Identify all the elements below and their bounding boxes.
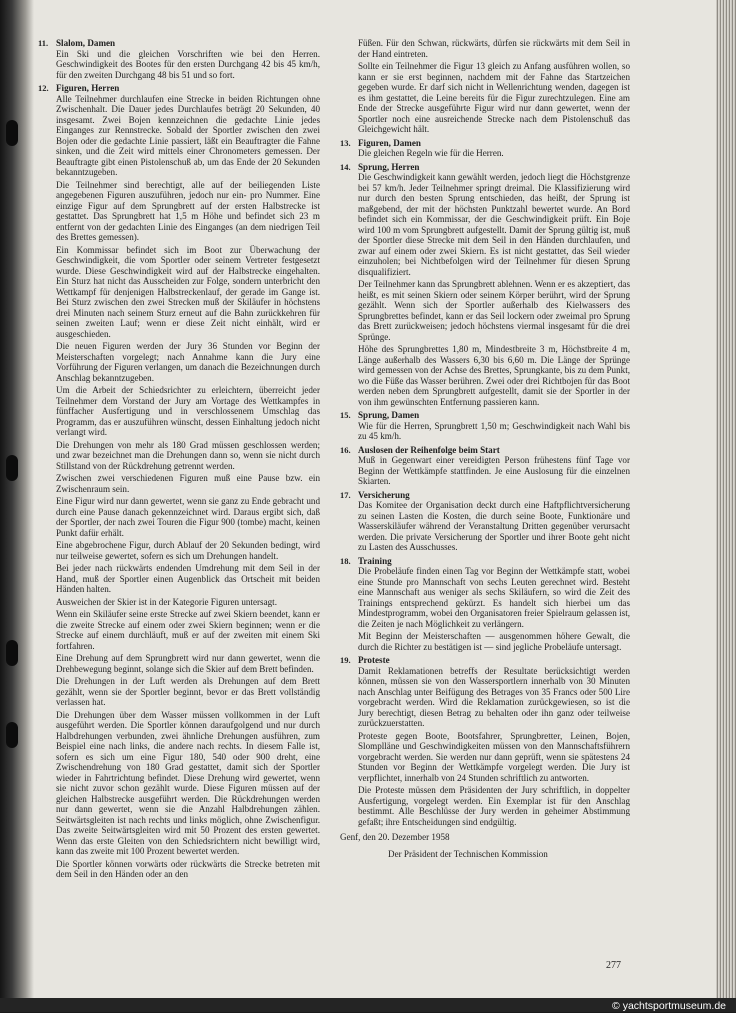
paragraph: Ein Kommissar befindet sich im Boot zur Überwachung der Geschwindigkeit, die vom Sportler oder seinem Vertreter festgesetzt wurde. Diese Geschwindigkeit wird auf der Halbstrecke eingehalten. Ein Sturz hat nicht das Ausscheiden zur Folge, sondern unterbricht den Wettkampf für denjenigen Halbstreckenlauf, der gerade im Gange ist. Bei Sturz zwischen den zwei Strecken muß der Skiläufer in höchstens drei Minuten nach seinem Sturz erneut auf die Bahn zurückkehren für seinen zweiten Lauf; wenn er diese Zeit nicht einhält, wird er ausgeschieden. [56,244,320,339]
section-heading [340,445,630,456]
paragraph: Die Geschwindigkeit kann gewählt werden, jedoch liegt die Höchstgrenze bei 57 km/h. Jeder Teilnehmer springt dreimal. Die Klassifizierung wird nur durch den besten Sprung entschieden, das heißt, der Sprung ist maßgebend, der mit der höchsten Punktzahl bewertet wurde. An Bord befindet sich ein Kommissar, der die Geschwindigkeit prüft. Ein Boje wird 100 m vom Sprungbrett aufgestellt. Damit der Sprung gültig ist, muß der Sportler diese Strecke mit dem Seil in den Händen durchlaufen, und zwar auf einem oder zwei Skiern. Es ist nicht gestattet, das Seil wieder einzuholen; bei Nichtbefolgen wird der Teilnehmer für diesen Sprung disqualifiziert. [358,172,630,277]
section-number: 19. [340,655,351,665]
section-number: 14. [340,161,351,172]
section-title: Slalom, Damen [56,38,116,48]
paragraph: Der Teilnehmer kann das Sprungbrett ablehnen. Wenn er es akzeptiert, das heißt, es mit seinen Skiern oder seinem Körper berührt, wird der Sprung gezählt. Wenn sich der Sportler außerhalb des Kielwassers des Sprungbrettes befindet, kann er das Seil lockern oder zweimal pro Sprung das Brett zurückweisen; jedoch höchstens viermal insgesamt für die drei Sprünge. [358,279,630,342]
paragraph: Die Teilnehmer sind berechtigt, alle auf der beiliegenden Liste angegebenen Figuren auszuführen, jedoch nur ein- pro Nummer. Eine einzige Figur auf dem Sprungbrett auf der ersten Halbstrecke ist gestattet. Das Sprungbrett hat 1,5 m Höhe und befindet sich 23 m entfernt von der gedachten Linie des Einganges (an dem niedrigen Teil des Brettes gemessen). [56,179,320,242]
section-title: Sprung, Herren [358,161,420,172]
rule-section [38,38,320,80]
paragraph: Höhe des Sprungbrettes 1,80 m, Mindestbreite 3 m, Höchstbreite 4 m, Länge außerhalb des Wassers 6,30 bis 6,60 m. Die Länge der Sprünge wird gemessen von der Achse des Brettes, Sprungkante, bis zu dem Punkt, wo die Füße das Wasser berühren. Zwei oder drei Richtbojen für das Boot werden neben dem Sprungbrett aufgestellt, damit sie der Sportler in der von ihm gewünschten Entfernung passieren kann. [358,344,630,407]
paragraph: Wie für die Herren, Sprungbrett 1,50 m; Geschwindigkeit nach Wahl bis zu 45 km/h. [358,420,630,441]
section-title: Training [358,555,392,566]
section-number: 16. [340,444,351,455]
rule-section [340,138,630,159]
place-date: Genf, den 20. Dezember 1958 [340,832,450,842]
watermark: © yachtsportmuseum.de [612,1000,726,1012]
paragraph: Die gleichen Regeln wie für die Herren. [358,148,504,158]
paragraph: Zwischen zwei verschiedenen Figuren muß eine Pause bzw. ein Zwischenraum sein. [56,473,320,494]
rule-section [340,162,630,408]
paragraph: Die Probeläufe finden einen Tag vor Beginn der Wettkämpfe statt, wobei eine Stunde pro Mannschaft von sechs Leuten gerechnet wird. Besteht eine Mannschaft aus weniger als sechs Skiläufern, so wird die Zeit des Trainings entsprechend gekürzt. Es handelt sich hierbei um das Mindestprogramm, wobei den Organisatoren freier Spielraum gelassen ist, die Zeiten je nach Möglichkeit zu verlängern. [358,566,630,629]
binder-hole [6,722,18,748]
paragraph: Das Komitee der Organisation deckt durch eine Haftpflichtversicherung zu seinen Lasten die Kosten, die durch seine Boote, Funktionäre und Wasserskiläufer während der Veranstaltung Dritten gegenüber verursacht werden. Die private Versicherung der Sportler und ihrer Boote geht nicht zu Lasten des Ausschusses. [358,500,630,552]
paragraph: Eine Figur wird nur dann gewertet, wenn sie ganz zu Ende gebracht und durch eine Pause danach gekennzeichnet wird. Daraus ergibt sich, daß der Sportler, der nach zwei Touren die Figur 900 (tombe) macht, keinen Punkt dafür erhält. [56,496,320,538]
section-number: 17. [340,489,351,500]
paragraph: Die Drehungen von mehr als 180 Grad müssen geschlossen werden; und zwar bezeichnet man die Drehungen dann so, wenn sie nicht durch Stillstand von der Rückdrehung getrennt werden. [56,439,320,471]
section-body [358,500,630,553]
section-title: Auslosen der Reihenfolge beim Start [358,444,500,455]
paragraph: Muß in Gegenwart einer vereidigten Person frühestens fünf Tage vor Beginn der Wettkämpfe stattfinden. Je eine Auslosung für die einzelnen Skiarten. [358,455,630,486]
section-number: 13. [340,137,351,148]
page-number: 277 [606,960,621,971]
signer-title: Der Präsident der Technischen Kommission [388,848,548,859]
section-number: 18. [340,555,351,566]
section-title: Proteste [358,655,390,665]
paragraph: Damit Reklamationen betreffs der Resultate berücksichtigt werden können, müssen sie von den Wassersportlern innerhalb von 30 Minuten nach Anschlag unter Beifügung des Betrages von 35 Francs oder 500 Lire vorgebracht werden. Wird die Reklamation zurückgewiesen, so ist die Jury berechtigt, diesen Betrag zu behalten oder ihn ganz oder teilweise zurückzuerstatten. [358,665,630,728]
section-title: Versicherung [358,489,410,500]
section-body [358,148,630,159]
section-heading [38,38,320,49]
rule-section [340,490,630,553]
section-title: Sprung, Damen [358,410,420,420]
section-body [358,455,630,487]
left-column [38,38,320,883]
rule-section [340,445,630,487]
rule-section [340,655,630,827]
paragraph: Eine Drehung auf dem Sprungbrett wird nur dann gewertet, wenn die Drehbewegung beginnt, solange sich die Skier auf dem Brett befinden. [56,653,320,674]
section-title: Figuren, Herren [56,83,120,93]
section-heading [340,655,630,666]
rule-section [340,556,630,653]
section-body [358,666,630,828]
paragraph: Füßen. Für den Schwan, rückwärts, dürfen sie rückwärts mit dem Seil in der Hand eintreten. [358,38,630,59]
section-heading [340,410,630,421]
right-column [340,38,630,859]
paragraph: Die Proteste müssen dem Präsidenten der Jury schriftlich, in doppelter Ausfertigung, vorgelegt werden. Ein Exemplar ist für den Anschlag bestimmt. Alle Beschlüsse der Jury werden in geheimer Abstimmung gefaßt; ihre Entscheidungen sind endgültig. [358,785,630,827]
binder-hole [6,640,18,666]
rule-section [38,83,320,880]
paragraph: Mit Beginn der Meisterschaften — ausgenommen höhere Gewalt, die durch die Richter zu bestätigen ist — sind jegliche Probeläufe untersagt. [358,631,630,652]
section-body [358,566,630,652]
paragraph: Bei jeder nach rückwärts endenden Umdrehung mit dem Seil in der Hand, muß der Sportler einen Augenblick das Ortscheit mit beiden Händen halten. [56,563,320,594]
paragraph: Die Drehungen über dem Wasser müssen vollkommen in der Luft ausgeführt werden. Die Sportler können daraufgolgend und nur durch Halbdrehungen verbunden, zwei ähnliche Drehungen ausführen, zum Beispiel eine nach links, die andere nach rechts. In diesem Falle ist, sofern es sich um eine Figur 180, 540 oder 900 dreht, eine Zwischendrehung von 180 Grad gestattet, damit sich der Sportler wieder in Fahrtrichtung befindet. Diese Drehung wird gewertet, wenn sie nicht zuvor schon gezählt wurde. Diese Figuren müssen auf der gleichen Halbstrecke ausgeführt werden. Die Rückdrehungen werden nur dann gewertet, wenn sie die Anzahl Halbdrehungen zählen. Seitwärtsgleiten ist nach rechts und links möglich, ohne Zwischenfigur. Das zweite Seitwärtsgleiten wird mit 50 Prozent des ersten gewertet. Wenn das erste Gleiten von den Schiedsrichtern nicht bewilligt wird, kann das zweite mit 100 Prozent bewertet werden. [56,709,320,856]
paragraph: Eine abgebrochene Figur, durch Ablauf der 20 Sekunden bedingt, wird nur teilweise gewertet, sofern es sich um Drehungen handelt. [56,540,320,561]
section-number: 11. [38,38,49,48]
section-heading [340,162,630,173]
binder-hole [6,120,18,146]
signature-block [340,832,630,859]
section-body [56,49,320,81]
section-heading [340,556,630,567]
paragraph: Wenn ein Skiläufer seine erste Strecke auf zwei Skiern beendet, kann er die zweite Strecke auf einem oder zwei Skiern beginnen; wenn er die Strecke auf einem durchläuft, muß er auf der zweiten mit einem Ski fortfahren. [56,609,320,651]
continued-text [358,38,630,135]
rule-section [340,410,630,442]
section-body [56,94,320,880]
paragraph: Alle Teilnehmer durchlaufen eine Strecke in beiden Richtungen ohne Zwischenhalt. Die Dauer jedes Durchlaufes beträgt 20 Sekunden, 40 insgesamt. Zwei Bojen kennzeichnen die gedachte Linie jedes Einganges zur Rennstrecke. Sobald der Sportler zwischen den zwei Bojen oder die gedachte Linie passiert, läßt ein Beauftragter die Fahne sinken, und die Zeit wird mittels einer Chronometers gemessen. Der Beauftragte gibt einen Pistolenschuß ab, um das Ende der 20 Sekunden bekanntzugeben. [56,93,320,177]
paragraph: Die Drehungen in der Luft werden als Drehungen auf dem Brett gezählt, wenn sie der Sportler beginnt, bevor er das Brett vollständig verlassen hat. [56,676,320,707]
right-sections [340,138,630,828]
paragraph: Proteste gegen Boote, Bootsfahrer, Sprungbretter, Leinen, Bojen, Slomplläne und Geschwindigkeiten müssen von den Mannschaftsführern vorgebracht werden. Sie werden nur dann geprüft, wenn sie spätestens 24 Stunden vor Beginn der Wettkämpfe vorgelegt werden. Die Jury ist verpflichtet, innerhalb von 24 Stunden schriftlich zu antworten. [358,730,630,783]
section-heading [340,490,630,501]
section-body [358,421,630,442]
section-number: 12. [38,83,49,93]
section-heading [38,83,320,94]
book-page-edges [716,0,736,1012]
section-number: 15. [340,410,351,420]
paragraph: Um die Arbeit der Schiedsrichter zu erleichtern, überreicht jeder Teilnehmer dem Vorstand der Jury am Vortage des Wettkampfes in fünffacher Ausfertigung und in verschlossenem Umschlag das Programm, das er auszuführen wünscht, dessen Einhaltung jedoch nicht verlangt wird. [56,385,320,437]
section-body [358,172,630,407]
paragraph: Die neuen Figuren werden der Jury 36 Stunden vor Beginn der Meisterschaften vorgelegt; nach Annahme kann die Jury eine Vorführung der Figuren verlangen, um danach die Bezeichnungen durch Anschlag bekanntzugeben. [56,341,320,383]
paragraph: Ein Ski und die gleichen Vorschriften wie bei den Herren. Geschwindigkeit des Bootes für den ersten Durchgang 42 bis 45 km/h, für den zweiten Durchgang 48 bis 51 und so fort. [56,48,320,80]
paragraph: Die Sportler können vorwärts oder rückwärts die Strecke betreten mit dem Seil in den Händen oder an den [56,858,320,879]
paragraph: Ausweichen der Skier ist in der Kategorie Figuren untersagt. [56,596,277,607]
section-title: Figuren, Damen [358,137,421,148]
binder-hole [6,455,18,481]
paragraph: Sollte ein Teilnehmer die Figur 13 gleich zu Anfang ausführen wollen, so kann er sie erst beginnen, nachdem mit der Fahne das Startzeichen gegeben wurde. Er darf sich nicht in Wellenrichtung wenden, dagegen ist es ihm gestattet, die Leine bereits für die Figur zurechtzulegen. Eine am Ende der Strecke ausgeführte Figur wird nur dann gewertet, wenn der Sportler noch eine ausreichende Strecke nach dem Pistolenschuß das Gleichgewicht hält. [358,61,630,134]
section-heading [340,138,630,149]
